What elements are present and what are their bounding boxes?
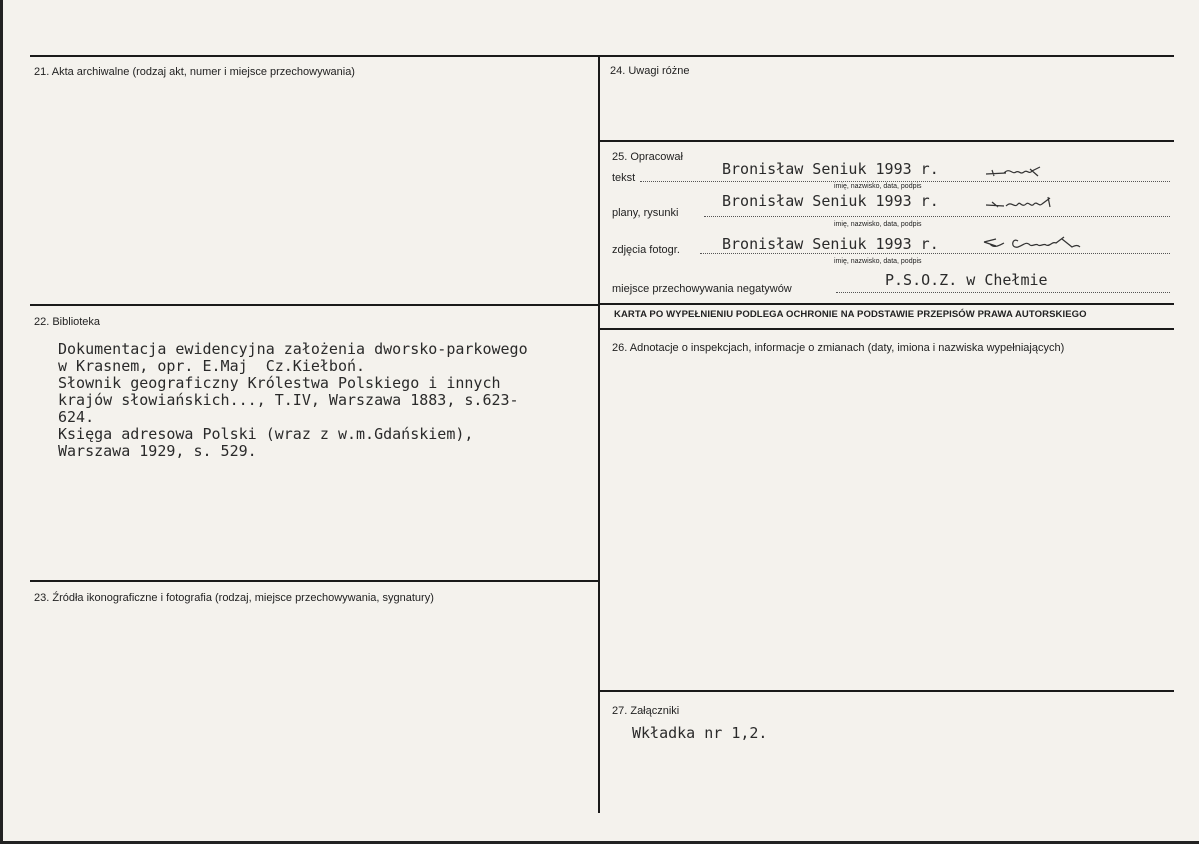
section-26-label: 26. Adnotacje o inspekcjach, informacje o zmianach (daty, imiona i nazwiska wypełniających) xyxy=(612,342,1065,354)
plany-hint: imię, nazwisko, data, podpis xyxy=(834,221,922,228)
rule-24-25 xyxy=(599,140,1174,142)
library-entry-line: Księga adresowa Polski (wraz z w.m.Gdańskiem), xyxy=(58,425,474,443)
zdjecia-hint: imię, nazwisko, data, podpis xyxy=(834,258,922,265)
section-23-label: 23. Źródła ikonograficzne i fotografia (rodzaj, miejsce przechowywania, sygnatury) xyxy=(34,592,434,604)
zdjecia-label: zdjęcia fotogr. xyxy=(612,244,680,256)
tekst-dotted-line xyxy=(640,181,1170,182)
negatywy-dotted-line xyxy=(836,292,1170,293)
rule-26-27 xyxy=(599,690,1174,692)
rule-notice-26 xyxy=(599,328,1174,330)
tekst-signature xyxy=(984,163,1044,179)
plany-label: plany, rysunki xyxy=(612,207,679,219)
zdjecia-author: Bronisław Seniuk 1993 r. xyxy=(722,235,939,253)
section-24-label: 24. Uwagi różne xyxy=(610,65,690,77)
rule-22-23 xyxy=(30,580,599,582)
tekst-author: Bronisław Seniuk 1993 r. xyxy=(722,160,939,178)
negatywy-label: miejsce przechowywania negatywów xyxy=(612,283,792,295)
card-left-edge xyxy=(0,0,3,844)
rule-21-22 xyxy=(30,304,599,306)
top-rule xyxy=(30,55,1174,57)
section-22-label: 22. Biblioteka xyxy=(34,316,101,328)
library-entry-line: krajów słowiańskich..., T.IV, Warszawa 1883, s.623- xyxy=(58,391,519,409)
library-entry-line: Dokumentacja ewidencyjna założenia dworsko-parkowego xyxy=(58,340,528,358)
negatywy-location: P.S.O.Z. w Chełmie xyxy=(885,271,1048,289)
attachments-value: Wkładka nr 1,2. xyxy=(632,724,768,742)
tekst-hint: imię, nazwisko, data, podpis xyxy=(834,183,922,190)
plany-signature xyxy=(984,194,1064,212)
plany-dotted-line xyxy=(704,216,1170,217)
library-entry-line: 624. xyxy=(58,408,95,426)
library-entry-line: Słownik geograficzny Królestwa Polskiego i innych xyxy=(58,374,501,392)
library-entry-line: Warszawa 1929, s. 529. xyxy=(58,442,257,460)
zdjecia-dotted-line xyxy=(700,253,1170,254)
center-divider xyxy=(598,55,600,813)
tekst-label: tekst xyxy=(612,172,636,184)
copyright-notice: KARTA PO WYPEŁNIENIU PODLEGA OCHRONIE NA PODSTAWIE PRZEPISÓW PRAWA AUTORSKIEGO xyxy=(614,309,1087,320)
section-25-label: 25. Opracował xyxy=(612,151,683,163)
zdjecia-signature xyxy=(980,233,1084,253)
section-21-label: 21. Akta archiwalne (rodzaj akt, numer i miejsce przechowywania) xyxy=(34,66,355,78)
section-27-label: 27. Załączniki xyxy=(612,705,680,717)
plany-author: Bronisław Seniuk 1993 r. xyxy=(722,192,939,210)
library-entry-line: w Krasnem, opr. E.Maj Cz.Kiełboń. xyxy=(58,357,366,375)
rule-25-notice xyxy=(599,303,1174,305)
